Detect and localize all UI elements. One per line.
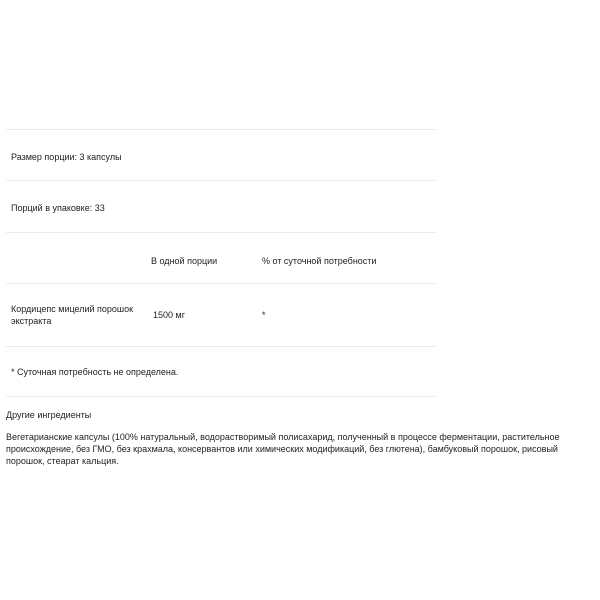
daily-value-footnote: * Суточная потребность не определена. xyxy=(11,367,179,377)
ingredient-daily-value: * xyxy=(262,310,266,320)
servings-per-container-row xyxy=(6,180,436,232)
servings-per-container-text: Порций в упаковке: 33 xyxy=(11,203,105,213)
table-row xyxy=(6,283,436,346)
other-ingredients-title: Другие ингредиенты xyxy=(6,410,92,420)
ingredient-amount: 1500 мг xyxy=(153,310,185,320)
footnote-row xyxy=(6,346,436,397)
supplement-facts-table xyxy=(6,129,436,397)
other-ingredients-text: Вегетарианские капсулы (100% натуральный, водорастворимый полисахарид, полученный в процессе ферментации, растительное происхождение, без ГМО, без крахмала, консервантов или химических модификаций, без глютена), бамбуковый порошок, рисовый порошок, стеарат кальция. xyxy=(6,432,560,466)
table-header-row xyxy=(6,232,436,283)
serving-size-text: Размер порции: 3 капсулы xyxy=(11,152,122,162)
ingredient-name: Кордицепс мицелий порошок экстракта xyxy=(11,304,134,326)
serving-size-row xyxy=(6,129,436,180)
daily-value-column-header: % от суточной потребности xyxy=(262,256,377,266)
amount-column-header: В одной порции xyxy=(151,256,218,266)
